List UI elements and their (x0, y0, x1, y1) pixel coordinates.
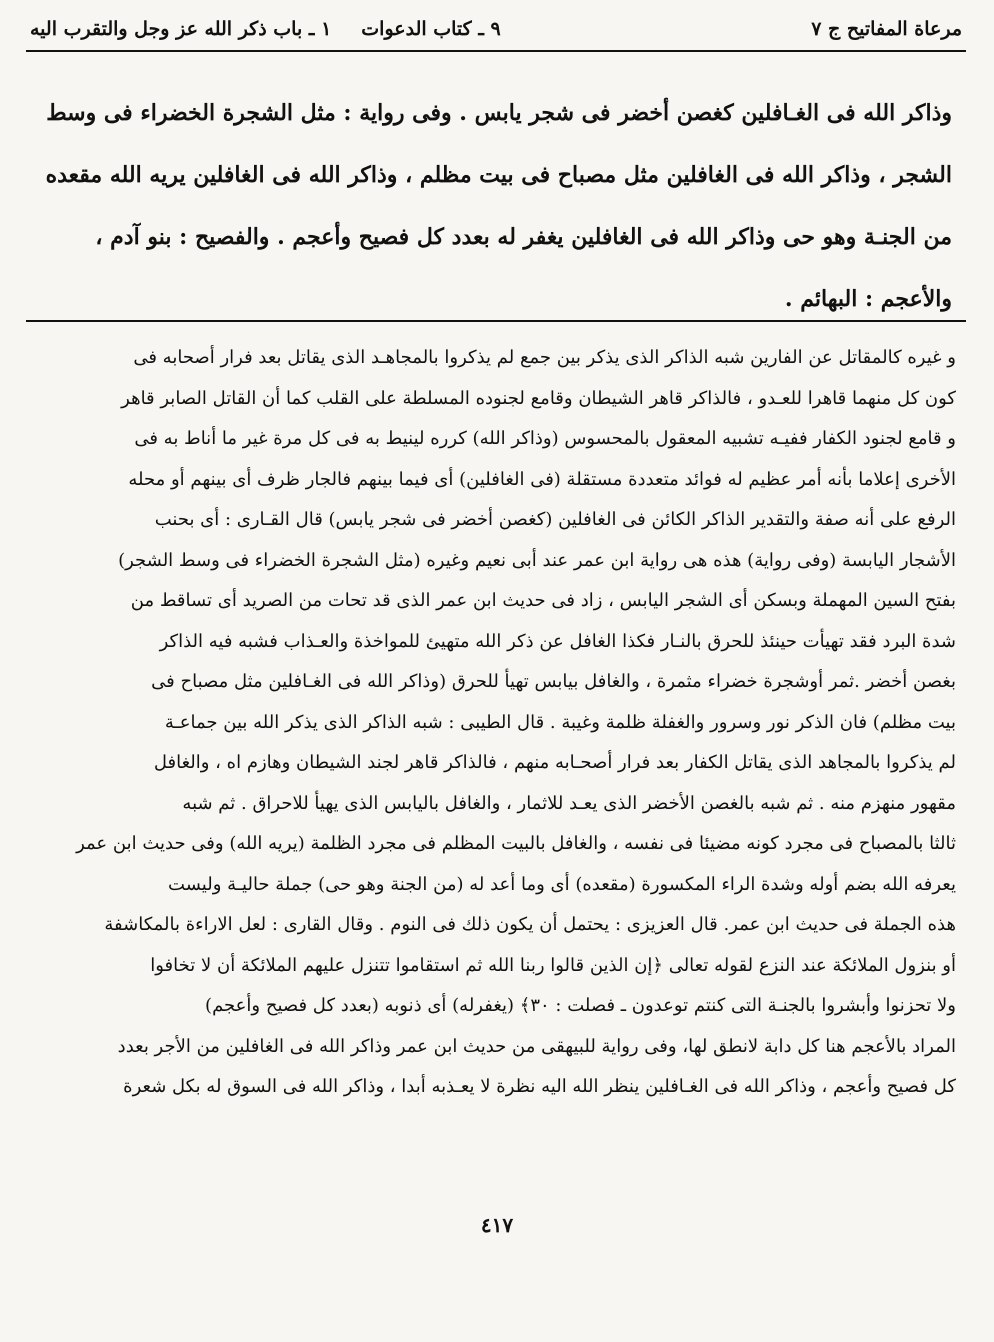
matn-line: وذاكر الله فى الغـافلين كغصن أخضر فى شجر يابس . وفى رواية : مثل الشجرة الخضراء فى وسط (46, 100, 952, 126)
commentary-line: لم يذكروا بالمجاهد الذى يقاتل الكفار بعد فرار أصحـابه منهم ، فالذاكر قاهر لجند الشيطان وهازم اه ، والغافل (153, 752, 956, 773)
commentary-line: هذه الجملة فى حديث ابن عمر. قال العزيزى : يحتمل أن يكون ذلك فى النوم . وقال القارى : لعل الاراءة بالمكاشفة (104, 914, 956, 935)
commentary-block (40, 338, 956, 1108)
commentary-line: يعرفه الله بضم أوله وشدة الراء المكسورة (مقعده) أى وما أعد له (من الجنة وهو حى) جملة حاليـة وليست (168, 873, 956, 895)
header-section (30, 18, 501, 40)
header-book-title: مرعاة المفاتيح ج ٧ (811, 18, 962, 40)
commentary-line: الأشجار اليابسة (وفى رواية) هذه هى رواية ابن عمر عند أبى نعيم وغيره (مثل الشجرة الخضراء فى وسط الشجر) (118, 549, 956, 571)
commentary-line: بفتح السين المهملة وبسكن أى الشجر اليابس ، زاد فى حديث ابن عمر الذى قد تحات من الصريد أى تساقط من (130, 590, 956, 611)
matn-line: من الجنـة وهو حى وذاكر الله فى الغافلين يغفر له بعدد كل فصيح وأعجم . والفصيح : بنو آدم ، (95, 224, 952, 250)
header-kitab: ٩ ـ كتاب الدعوات (361, 18, 501, 40)
commentary-line: ثالثا بالمصباح فى مجرد كونه مضيئا فى نفسه ، والغافل بالبيت المظلم فى مجرد الظلمة (يريه الله) وفى حديث ابن عمر (76, 833, 956, 854)
commentary-line: المراد بالأعجم هنا كل دابة لانطق لها، وفى رواية للبيهقى من حديث ابن عمر وذاكر الله فى الغافلين من الأجر بعدد (117, 1035, 956, 1057)
commentary-line: ولا تحزنوا وأبشروا بالجنـة التى كنتم توعدون ـ فصلت : ٣٠﴾ (يغفرله) أى ذنوبه (بعدد كل فصيح وأعجم) (205, 995, 956, 1016)
commentary-line: بيت مظلم) فان الذكر نور وسرور والغفلة ظلمة وغيبة . قال الطيبى : شبه الذاكر الذى يذكر الله بين جماعـة (164, 711, 956, 733)
matn-line: والأعجم : البهائم . (784, 286, 952, 312)
commentary-line: مقهور منهزم منه . ثم شبه بالغصن الأخضر الذى يعـد للاثمار ، والغافل باليابس الذى يهيأ للاحراق . ثم شبه (182, 792, 956, 814)
commentary-line: أو بنزول الملائكة عند النزع لقوله تعالى ﴿إن الذين قالوا ربنا الله ثم استقاموا تتنزل عليهم الملائكة أن لا تخافوا (150, 954, 956, 976)
commentary-line: بغصن أخضر .ثمر أوشجرة خضراء مثمرة ، والغافل بيابس تهيأ للحرق (وذاكر الله فى الغـافلين مثل مصباح فى (151, 671, 956, 692)
header-divider (26, 50, 966, 52)
commentary-line: كل فصيح وأعجم ، وذاكر الله فى الغـافلين ينظر الله اليه نظرة لا يعـذبه أبدا ، وذاكر الله فى السوق له بكل شعرة (123, 1076, 956, 1097)
commentary-line: شدة البرد فقد تهيأت حينئذ للحرق بالنـار فكذا الغافل عن ذكر الله متهيئ للمواخذة والعـذاب فشبه فيه الذاكر (159, 630, 956, 652)
commentary-line: كون كل منهما قاهرا للعـدو ، فالذاكر قاهر الشيطان وقامع لجنوده المسلطة على القلب كما أن القاتل الصابر قاهر (121, 387, 956, 409)
commentary-line: الرفع على أنه صفة والتقدير الذاكر الكائن فى الغافلين (كغصن أخضر فى شجر يابس) قال القـارى : أى بحنب (154, 509, 956, 530)
running-header (30, 12, 962, 46)
commentary-divider (26, 320, 966, 322)
commentary-line: الأخرى إعلاما بأنه أمر عظيم له فوائد متعددة مستقلة (فى الغافلين) أى فيما بينهم فالجار ظرف أى بينهم أو محله (128, 468, 956, 490)
matn-line: الشجر ، وذاكر الله فى الغافلين مثل مصباح فى بيت مظلم ، وذاكر الله فى الغافلين يريه الله مقعده (45, 162, 952, 188)
header-bab: ١ ـ باب ذكر الله عز وجل والتقرب اليه (30, 18, 332, 40)
commentary-line: و غيره كالمقاتل عن الفارين شبه الذاكر الذى يذكر بين جمع لم يذكروا بالمجاهـد الذى يقاتل بعد فرار أصحابه فى (133, 347, 956, 368)
commentary-line: و قامع لجنود الكفار ففيـه تشبيه المعقول بالمحسوس (وذاكر الله) كرره لينيط به فى كل مرة غير ما أناط به فى (134, 428, 956, 449)
page-number: ٤١٧ (480, 1213, 514, 1237)
hadith-text-block (40, 82, 952, 330)
